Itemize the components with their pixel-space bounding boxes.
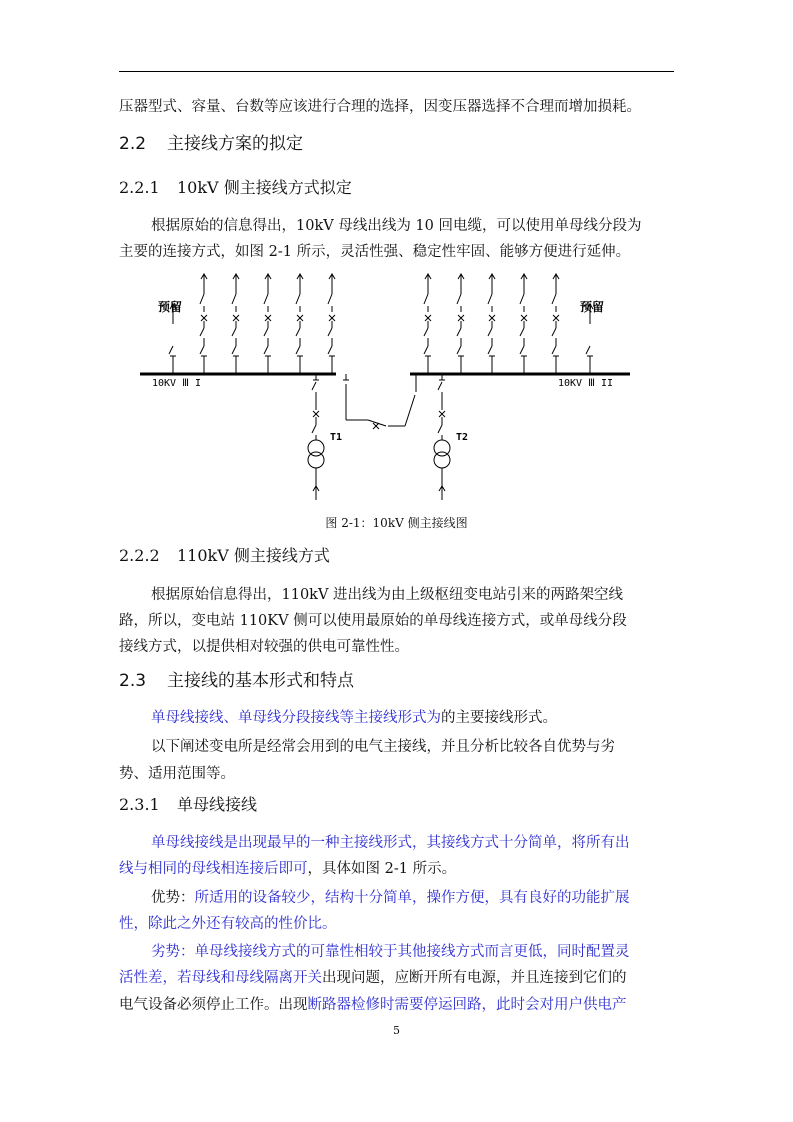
section-heading-2-3 xyxy=(119,670,354,692)
highlighted-text: 所适用的设备较少，结构十分简单，操作方便，具有良好的功能扩展 xyxy=(194,890,630,906)
text-span: 电气设备必须停止工作。出现 xyxy=(119,997,308,1013)
paragraph-line xyxy=(119,995,679,1015)
paragraph-line: 性，除此之外还有较高的性价比。 xyxy=(119,916,337,932)
section-title: 主接线的基本形式和特点 xyxy=(167,671,354,691)
reserve-feeder xyxy=(586,304,593,374)
main-wiring-diagram xyxy=(140,262,660,507)
section-title: 单母线接线 xyxy=(177,795,258,814)
paragraph-line: 主要的连接方式，如图 2-1 所示，灵活性强、稳定性牢固、能够方便进行延伸。 xyxy=(119,244,631,260)
section-number: 2.2.2 xyxy=(119,546,160,565)
paragraph-line xyxy=(119,968,679,988)
section-number: 2.2.1 xyxy=(119,178,160,197)
highlighted-text: 线与相同的母线相连接后即可 xyxy=(119,861,308,877)
text-span: 优势： xyxy=(151,890,195,906)
bus-label: 10KV Ⅲ I xyxy=(152,378,202,389)
outgoing-feeder xyxy=(520,274,527,374)
paragraph-line: 以下阐述变电所是经常会用到的电气主接线，并且分析比较各自优势与劣 xyxy=(151,739,615,755)
transformer-branch xyxy=(308,374,324,500)
paragraph-line xyxy=(151,708,711,728)
reserve-label: 预留 xyxy=(158,300,183,314)
section-title: 侧主接线方式 xyxy=(228,546,330,565)
outgoing-feeder xyxy=(424,274,431,374)
text-span: 出现问题，应断开所有电源，并且连接到它们的 xyxy=(322,970,627,986)
outgoing-feeder xyxy=(200,274,207,374)
bus-label: 10KV Ⅲ II xyxy=(558,378,614,389)
section-title: 侧主接线方式拟定 xyxy=(218,178,352,197)
paragraph-line xyxy=(119,859,679,879)
paragraph-line: 根据原始的信息得出，10kV 母线出线为 10 回电缆，可以使用单母线分段为 xyxy=(151,218,642,234)
page-number: 5 xyxy=(393,1024,400,1037)
section-number: 2.3 xyxy=(119,671,147,691)
section-heading-2-2-2 xyxy=(119,545,330,567)
paragraph-line: 劣势：单母线接线方式的可靠性相较于其他接线方式而言更低，同时配置灵 xyxy=(151,944,630,960)
transformer-branch xyxy=(434,374,450,500)
section-title-num: 10kV xyxy=(177,178,219,197)
highlighted-text: 活性差，若母线和母线隔离开关 xyxy=(119,970,322,986)
text-span: ，具体如图 2-1 所示。 xyxy=(307,861,457,877)
section-title-num: 110kV xyxy=(177,546,229,565)
header-rule xyxy=(119,71,674,72)
figure-caption: 图 2-1：10kV 侧主接线图 xyxy=(325,516,468,530)
outgoing-feeder xyxy=(232,274,239,374)
paragraph-line: 压器型式、容量、台数等应该进行合理的选择，因变压器选择不合理而增加损耗。 xyxy=(119,99,641,115)
transformer-label: T1 xyxy=(330,432,343,443)
paragraph-line: 路，所以，变电站 110KV 侧可以使用最原始的单母线连接方式，或单母线分段 xyxy=(119,613,627,629)
outgoing-feeder xyxy=(328,274,335,374)
paragraph-line: 势、适用范围等。 xyxy=(119,766,235,782)
reserve-label: 预留 xyxy=(580,300,605,314)
outgoing-feeder xyxy=(488,274,495,374)
transformer-winding xyxy=(308,452,324,468)
transformer-label: T2 xyxy=(456,432,469,443)
outgoing-feeder xyxy=(264,274,271,374)
paragraph-line: 接线方式，以提供相对较强的供电可靠性性。 xyxy=(119,639,409,655)
text-span: 的主要接线形式。 xyxy=(441,710,557,726)
section-heading-2-2 xyxy=(119,133,303,155)
paragraph-line xyxy=(151,888,711,908)
section-heading-2-2-1 xyxy=(119,177,352,199)
reserve-feeder xyxy=(169,304,176,374)
highlighted-text: 断路器检修时需要停运回路，此时会对用户供电产 xyxy=(307,997,627,1013)
outgoing-feeder xyxy=(552,274,559,374)
section-number: 2.3.1 xyxy=(119,795,160,814)
transformer-winding xyxy=(434,440,450,456)
section-heading-2-3-1 xyxy=(119,794,257,816)
transformer-winding xyxy=(434,452,450,468)
paragraph-line: 根据原始信息得出，110kV 进出线为由上级枢纽变电站引来的两路架空线 xyxy=(151,587,624,603)
transformer-winding xyxy=(308,440,324,456)
section-title: 主接线方案的拟定 xyxy=(167,134,303,154)
paragraph-line: 单母线接线是出现最早的一种主接线形式，其接线方式十分简单，将所有出 xyxy=(151,835,630,851)
bus-tie xyxy=(343,374,416,429)
section-number: 2.2 xyxy=(119,134,147,154)
outgoing-feeder xyxy=(457,274,464,374)
outgoing-feeder xyxy=(296,274,303,374)
highlighted-text: 单母线接线、单母线分段接线等主接线形式为 xyxy=(151,710,441,726)
